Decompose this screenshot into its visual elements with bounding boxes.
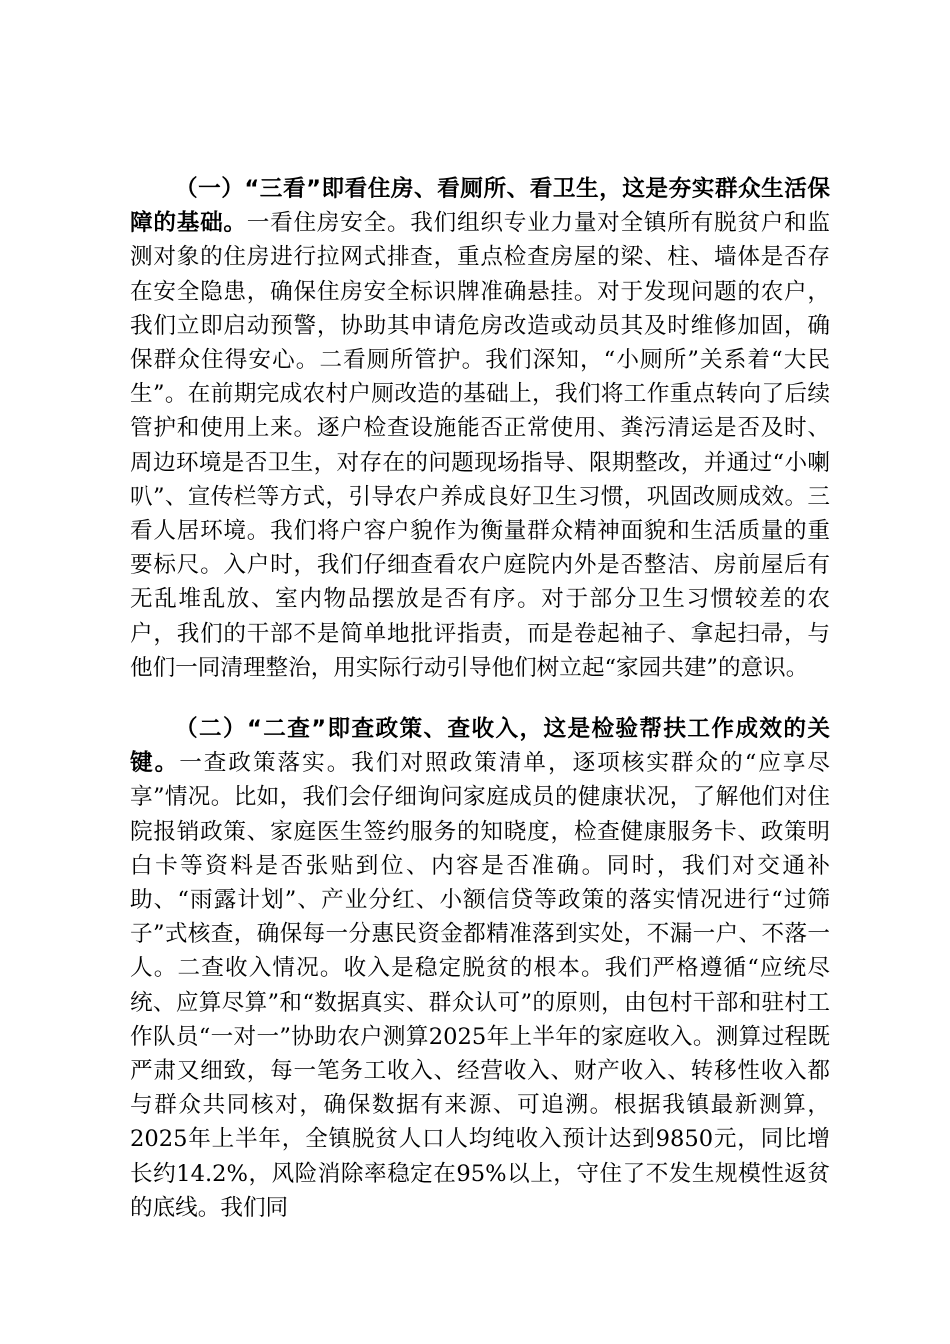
section-heading: （二）“二查”即查政策、查收入，这是检验帮扶工作成效的关键。 (130, 716, 830, 777)
section-body: 一查政策落实。我们对照政策清单，逐项核实群众的“应享尽享”情况。比如，我们会仔细询问家庭成员的健康状况，了解他们对住院报销政策、家庭医生签约服务的知晓度，检查健康服务卡、政策明白卡等资料是否张贴到位、内容是否准确。同时，我们对交通补助、“雨露计划”、产业分红、小额信贷等政策的落实情况进行“过筛子”式核查，确保每一分惠民资金都精准落到实处，不漏一户、不落一人。二查收入情况。收入是稳定脱贫的根本。我们严格遵循“应统尽统、应算尽算”和“数据真实、群众认可”的原则，由包村干部和驻村工作队员“一对一”协助农户测算2025年上半年的家庭收入。测算过程既严肃又细致，每一笔务工收入、经营收入、财产收入、转移性收入都与群众共同核对，确保数据有来源、可追溯。根据我镇最新测算，2025年上半年，全镇脱贫人口人均纯收入预计达到9850元，同比增长约14.2%，风险消除率稳定在95%以上，守住了不发生规模性返贫的底线。我们同 (130, 750, 831, 1221)
section-heading: （一）“三看”即看住房、看厕所、看卫生，这是夯实群众生活保障的基础。 (130, 176, 830, 237)
paragraph-er-cha (130, 712, 830, 1225)
paragraph-san-kan (130, 172, 830, 685)
document-page (130, 172, 830, 1225)
section-body: 一看住房安全。我们组织专业力量对全镇所有脱贫户和监测对象的住房进行拉网式排查，重点检查房屋的梁、柱、墙体是否存在安全隐患，确保住房安全标识牌准确悬挂。对于发现问题的农户，我们立即启动预警，协助其申请危房改造或动员其及时维修加固，确保群众住得安心。二看厕所管护。我们深知，“小厕所”关系着“大民生”。在前期完成农村户厕改造的基础上，我们将工作重点转向了后续管护和使用上来。逐户检查设施能否正常使用、粪污清运是否及时、周边环境是否卫生，对存在的问题现场指导、限期整改，并通过“小喇叭”、宣传栏等方式，引导农户养成良好卫生习惯，巩固改厕成效。三看人居环境。我们将户容户貌作为衡量群众精神面貌和生活质量的重要标尺。入户时，我们仔细查看农户庭院内外是否整洁、房前屋后有无乱堆乱放、室内物品摆放是否有序。对于部分卫生习惯较差的农户，我们的干部不是简单地批评指责，而是卷起袖子、拿起扫帚，与他们一同清理整治，用实际行动引导他们树立起“家园共建”的意识。 (130, 210, 831, 681)
